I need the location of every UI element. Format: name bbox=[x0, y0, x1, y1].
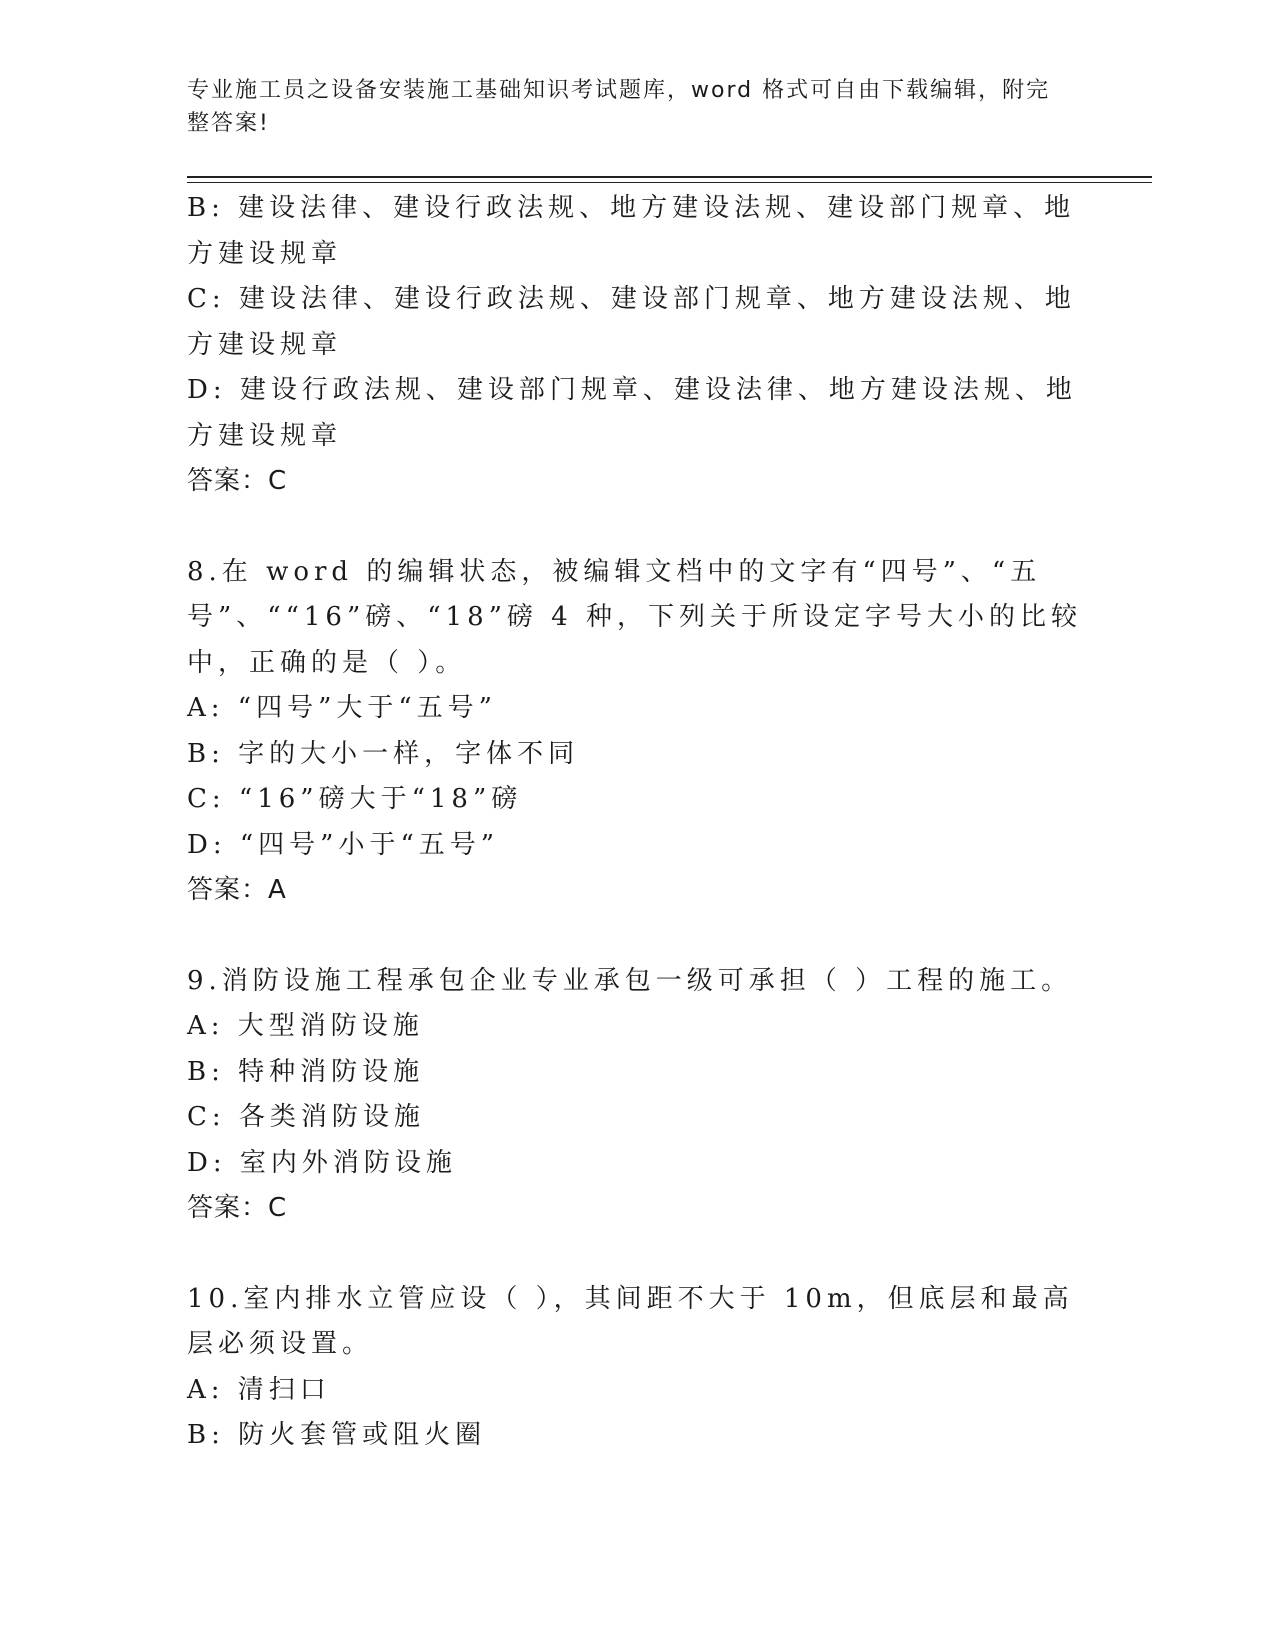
option-b: B: 建设法律、建设行政法规、地方建设法规、建设部门规章、地方建设规章 bbox=[187, 193, 1076, 269]
document-body bbox=[187, 186, 1082, 1459]
option-a: A: 清扫口 bbox=[187, 1374, 331, 1405]
question-block-prev bbox=[187, 186, 1082, 505]
option-d: D: “四号”小于“五号” bbox=[187, 829, 500, 860]
option-d: D: 室内外消防设施 bbox=[187, 1147, 457, 1178]
document-header: 专业施工员之设备安装施工基础知识考试题库，word 格式可自由下载编辑，附完整答案! bbox=[187, 78, 1051, 136]
question-block-8 bbox=[187, 550, 1082, 914]
option-c: C: 各类消防设施 bbox=[187, 1102, 425, 1132]
option-c: C: “16”磅大于“18”磅 bbox=[187, 784, 523, 814]
question-stem: 8.在 word 的编辑状态，被编辑文档中的文字有“四号”、“五号”、““16”磅、“18”磅 4 种，下列关于所设定字号大小的比较中，正确的是（ ）。 bbox=[187, 556, 1082, 678]
option-a: A: “四号”大于“五号” bbox=[187, 693, 497, 723]
option-b: B: 字的大小一样，字体不同 bbox=[187, 738, 580, 769]
question-stem: 10.室内排水立管应设（ ），其间距不大于 10m，但底层和最高层必须设置。 bbox=[187, 1283, 1074, 1359]
header-divider-thick bbox=[187, 176, 1152, 178]
option-b: B: 特种消防设施 bbox=[187, 1056, 425, 1087]
answer: 答案：C bbox=[187, 466, 288, 496]
option-a: A: 大型消防设施 bbox=[187, 1011, 424, 1041]
answer: 答案：C bbox=[187, 1193, 288, 1223]
answer: 答案：A bbox=[187, 875, 287, 905]
option-c: C: 建设法律、建设行政法规、建设部门规章、地方建设法规、地方建设规章 bbox=[187, 284, 1076, 360]
question-block-9 bbox=[187, 959, 1082, 1232]
option-d: D: 建设行政法规、建设部门规章、建设法律、地方建设法规、地方建设规章 bbox=[187, 375, 1077, 451]
question-block-10 bbox=[187, 1277, 1082, 1459]
header-divider-thin bbox=[187, 182, 1152, 183]
question-stem: 9.消防设施工程承包企业专业承包一级可承担（ ）工程的施工。 bbox=[187, 965, 1073, 996]
option-b: B: 防火套管或阻火圈 bbox=[187, 1420, 487, 1450]
